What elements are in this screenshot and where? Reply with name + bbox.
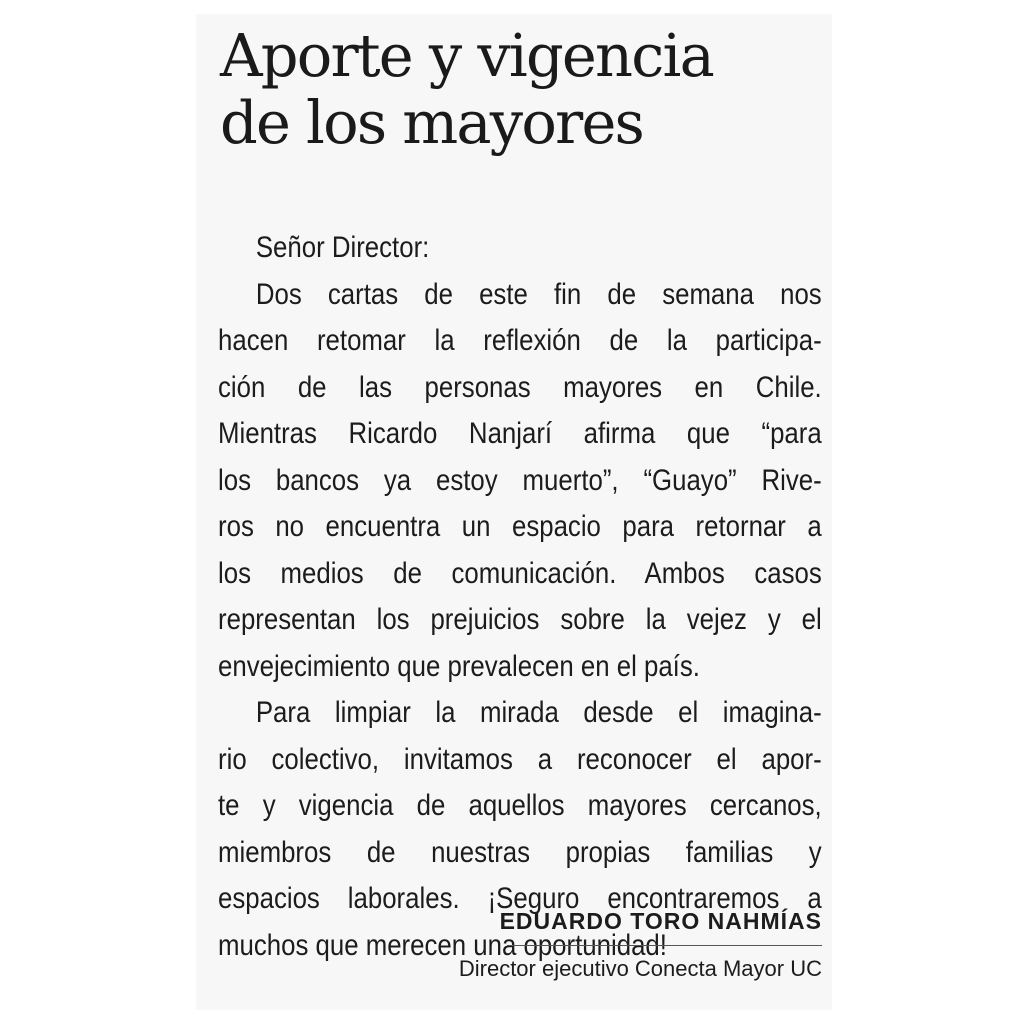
body-line: Dos cartas de este fin de semana nos [255, 277, 822, 311]
body-line: muchos que merecen una oportunidad! [218, 928, 667, 962]
body-line: Para limpiar la mirada desde el imagina- [255, 696, 822, 729]
body-line: rio colectivo, invitamos a reconocer el apor- [218, 742, 822, 776]
signature-divider [507, 945, 822, 946]
body-line: espacios laborales. ¡Seguro encontraremos a [218, 882, 822, 915]
body-line: representan los prejuicios sobre la vejez y el [218, 603, 822, 636]
headline-line: de los mayores [220, 88, 644, 157]
letter-headline [220, 22, 820, 156]
body-line: envejecimiento que prevalecen en el país. [218, 649, 700, 683]
salutation: Señor Director: [255, 231, 430, 264]
author-name: EDUARDO TORO NAHMÍAS [499, 908, 822, 934]
body-line: ros no encuentra un espacio para retornar a [218, 510, 822, 543]
author-role: Director ejecutivo Conecta Mayor UC [458, 956, 822, 981]
body-line: miembros de nuestras propias familias y [218, 835, 822, 869]
body-line: hacen retomar la reflexión de la participa- [218, 324, 822, 357]
body-line: los medios de comunicación. Ambos casos [218, 556, 822, 590]
body-line: los bancos ya estoy muerto”, “Guayo” Rive- [218, 463, 822, 497]
body-line: ción de las personas mayores en Chile. [218, 370, 822, 404]
body-line: te y vigencia de aquellos mayores cercanos, [218, 789, 822, 822]
body-line: Mientras Ricardo Nanjarí afirma que “para [218, 417, 822, 450]
headline-line: Aporte y vigencia [220, 21, 713, 90]
